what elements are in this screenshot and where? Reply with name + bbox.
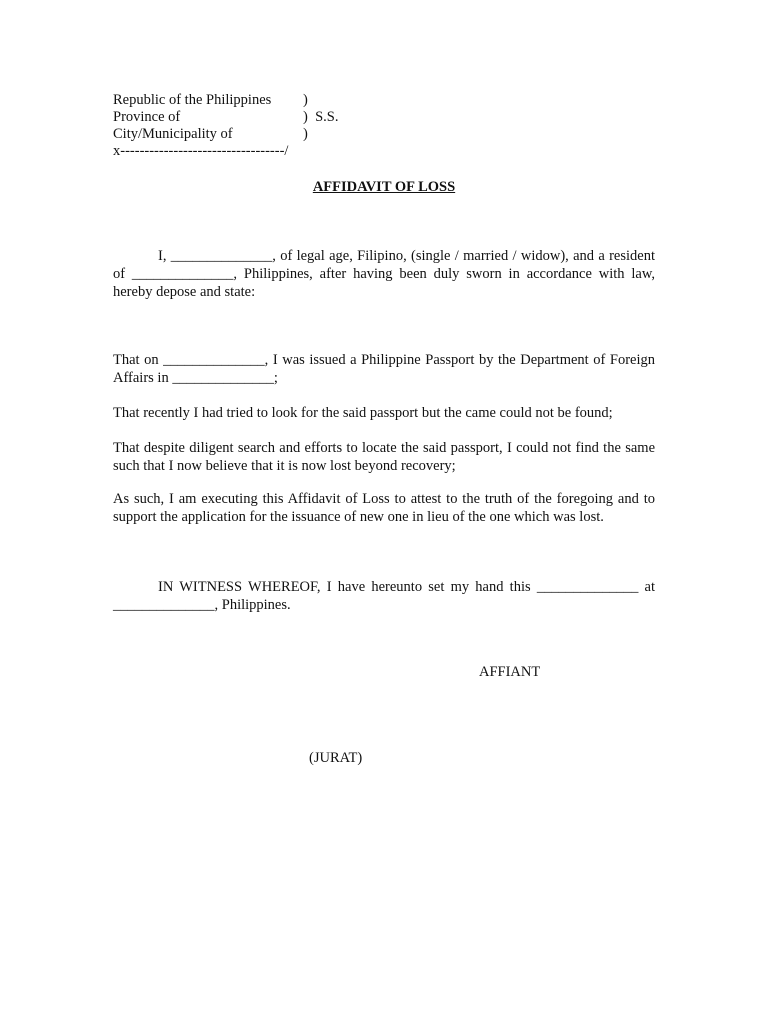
- affiant-label: AFFIANT: [479, 664, 541, 680]
- jurat-label: (JURAT): [309, 750, 363, 766]
- caption-paren-1: ): [303, 92, 308, 108]
- caption-republic: Republic of the Philippines: [113, 92, 272, 108]
- caption-province: Province of: [113, 109, 181, 125]
- witness-paragraph: IN WITNESS WHEREOF, I have hereunto set my hand this ______________ at ______________, Philippines.: [113, 579, 655, 613]
- paragraph-search: That recently I had tried to look for the said passport but the came could not be found;: [113, 405, 613, 421]
- intro-paragraph: I, ______________, of legal age, Filipino, (single / married / widow), and a resident of ______________, Philippines, after having been duly sworn in accordance with law, hereby depose and state:: [113, 248, 655, 300]
- paragraph-lost: That despite diligent search and efforts to locate the said passport, I could not find the same such that I now believe that it is now lost beyond recovery;: [113, 440, 655, 474]
- caption-paren-ss: ) S.S.: [303, 109, 339, 125]
- caption-paren-3: ): [303, 126, 308, 142]
- caption-rule: x----------------------------------/: [113, 143, 289, 159]
- document-title: AFFIDAVIT OF LOSS: [312, 179, 456, 195]
- caption-city: City/Municipality of: [113, 126, 233, 142]
- paragraph-purpose: As such, I am executing this Affidavit of Loss to attest to the truth of the foregoing and to support the application for the issuance of new one in lieu of the one which was lost.: [113, 491, 655, 525]
- paragraph-issuance: That on ______________, I was issued a Philippine Passport by the Department of Foreign Affairs in ______________;: [113, 352, 655, 386]
